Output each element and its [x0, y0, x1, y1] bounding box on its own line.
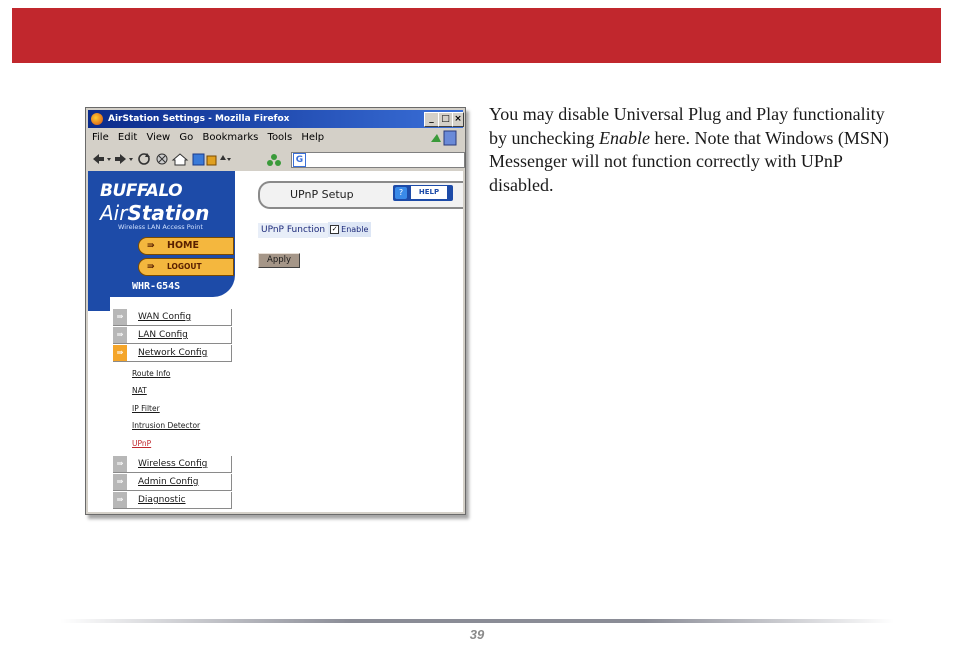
- nav-bullet-icon: ⇛: [113, 345, 127, 361]
- menu-tools[interactable]: Tools: [267, 132, 293, 143]
- menu-edit[interactable]: Edit: [117, 132, 138, 143]
- menu-bar: [88, 129, 463, 147]
- window-titlebar: [88, 110, 463, 128]
- sidebar: [88, 171, 235, 512]
- minimize-button[interactable]: _: [424, 112, 439, 127]
- firefox-icon: [91, 113, 103, 125]
- browser-window: [85, 107, 466, 515]
- model-name: WHR-G54S: [132, 281, 181, 292]
- caption-emphasis: Enable: [598, 127, 650, 148]
- section-header: [258, 181, 463, 209]
- subnav-nat[interactable]: NAT: [132, 386, 147, 395]
- menu-bookmarks[interactable]: Bookmarks: [202, 132, 259, 143]
- enable-label: Enable: [341, 225, 369, 234]
- product-logo-bold: Station: [127, 201, 210, 225]
- back-dropdown-icon[interactable]: [107, 158, 111, 161]
- reload-icon[interactable]: [139, 153, 150, 164]
- nav-label: LAN Config: [138, 330, 188, 340]
- subnav-ip-filter[interactable]: IP Filter: [132, 404, 160, 413]
- checkbox-check-icon: ✓: [331, 225, 338, 233]
- apply-button[interactable]: Apply: [258, 253, 300, 268]
- main-panel: [238, 171, 463, 512]
- home-icon[interactable]: [173, 154, 187, 165]
- nav-item-wireless-config[interactable]: [113, 456, 232, 473]
- menu-help[interactable]: Help: [301, 132, 325, 143]
- header-banner: [12, 8, 941, 63]
- network-icon[interactable]: [267, 154, 281, 166]
- arrow-icon: ⇛: [147, 241, 155, 251]
- nav-bullet-icon: ⇛: [113, 474, 127, 490]
- nav-item-wan-config[interactable]: [113, 309, 232, 326]
- nav-item-diagnostic[interactable]: [113, 492, 232, 509]
- subnav-upnp[interactable]: UPnP: [132, 439, 152, 448]
- page-title: UPnP Setup: [290, 188, 354, 201]
- nav-item-network-config[interactable]: [113, 345, 232, 362]
- home-button[interactable]: [138, 237, 234, 255]
- product-logo: [100, 201, 209, 225]
- footer-rule: [60, 619, 894, 623]
- nav-bullet-icon: ⇛: [113, 309, 127, 325]
- logout-button[interactable]: [138, 258, 234, 276]
- nav-label: Wireless Config: [138, 459, 208, 469]
- sidebar-header: [88, 171, 235, 297]
- window-title: AirStation Settings - Mozilla Firefox: [108, 114, 290, 124]
- forward-icon[interactable]: [115, 154, 126, 164]
- menu-view[interactable]: View: [146, 132, 171, 143]
- home-label: HOME: [167, 240, 199, 251]
- site-icon[interactable]: [193, 154, 204, 165]
- upnp-function-row: [258, 222, 371, 237]
- nav-label: Admin Config: [138, 477, 199, 487]
- nav-bullet-icon: ⇛: [113, 327, 127, 343]
- back-icon[interactable]: [93, 154, 104, 164]
- menu-go[interactable]: Go: [179, 132, 194, 143]
- nav-item-admin-config[interactable]: [113, 474, 232, 491]
- subnav-route-info[interactable]: Route Info: [132, 369, 171, 378]
- nav-item-lan-config[interactable]: [113, 327, 232, 344]
- nav-label: WAN Config: [138, 312, 192, 322]
- menu-file[interactable]: File: [92, 132, 109, 143]
- caption-part1: You may disable Universal Plug and Play functionality by unchecking: [489, 104, 885, 148]
- brand-logo: BUFFALO: [100, 181, 183, 201]
- logout-label: LOGOUT: [167, 262, 202, 271]
- maximize-button[interactable]: □: [438, 112, 453, 127]
- arrow-icon: ⇛: [147, 262, 155, 272]
- url-input[interactable]: [291, 152, 465, 168]
- forward-dropdown-icon[interactable]: [129, 158, 133, 161]
- nav-toolbar: [88, 149, 463, 169]
- page-content: [88, 171, 463, 512]
- page-number: 39: [469, 627, 485, 642]
- nav-label: Diagnostic: [138, 495, 186, 505]
- nav-bullet-icon: ⇛: [113, 456, 127, 472]
- subnav-intrusion-detector[interactable]: Intrusion Detector: [132, 421, 201, 430]
- nav-label: Network Config: [138, 348, 208, 358]
- product-subtitle: Wireless LAN Access Point: [118, 223, 203, 231]
- product-logo-light: Air: [100, 201, 128, 225]
- popup-icon[interactable]: [220, 155, 231, 161]
- bookmark-icon[interactable]: [207, 156, 216, 165]
- enable-checkbox[interactable]: [328, 222, 371, 237]
- throbber-icon: [429, 130, 457, 146]
- search-engine-icon: G: [293, 153, 306, 167]
- help-button[interactable]: [393, 185, 453, 201]
- close-button[interactable]: ×: [452, 112, 464, 127]
- caption-part2: here. Note that Windows (MSN) Messenger will not function correctly with UPnP disabled.: [489, 127, 889, 195]
- stop-icon[interactable]: [157, 154, 167, 164]
- nav-bullet-icon: ⇛: [113, 492, 127, 508]
- upnp-function-label: UPnP Function: [258, 223, 328, 238]
- caption-text: [489, 103, 889, 197]
- help-label: HELP: [411, 186, 447, 199]
- question-icon: ?: [395, 187, 407, 199]
